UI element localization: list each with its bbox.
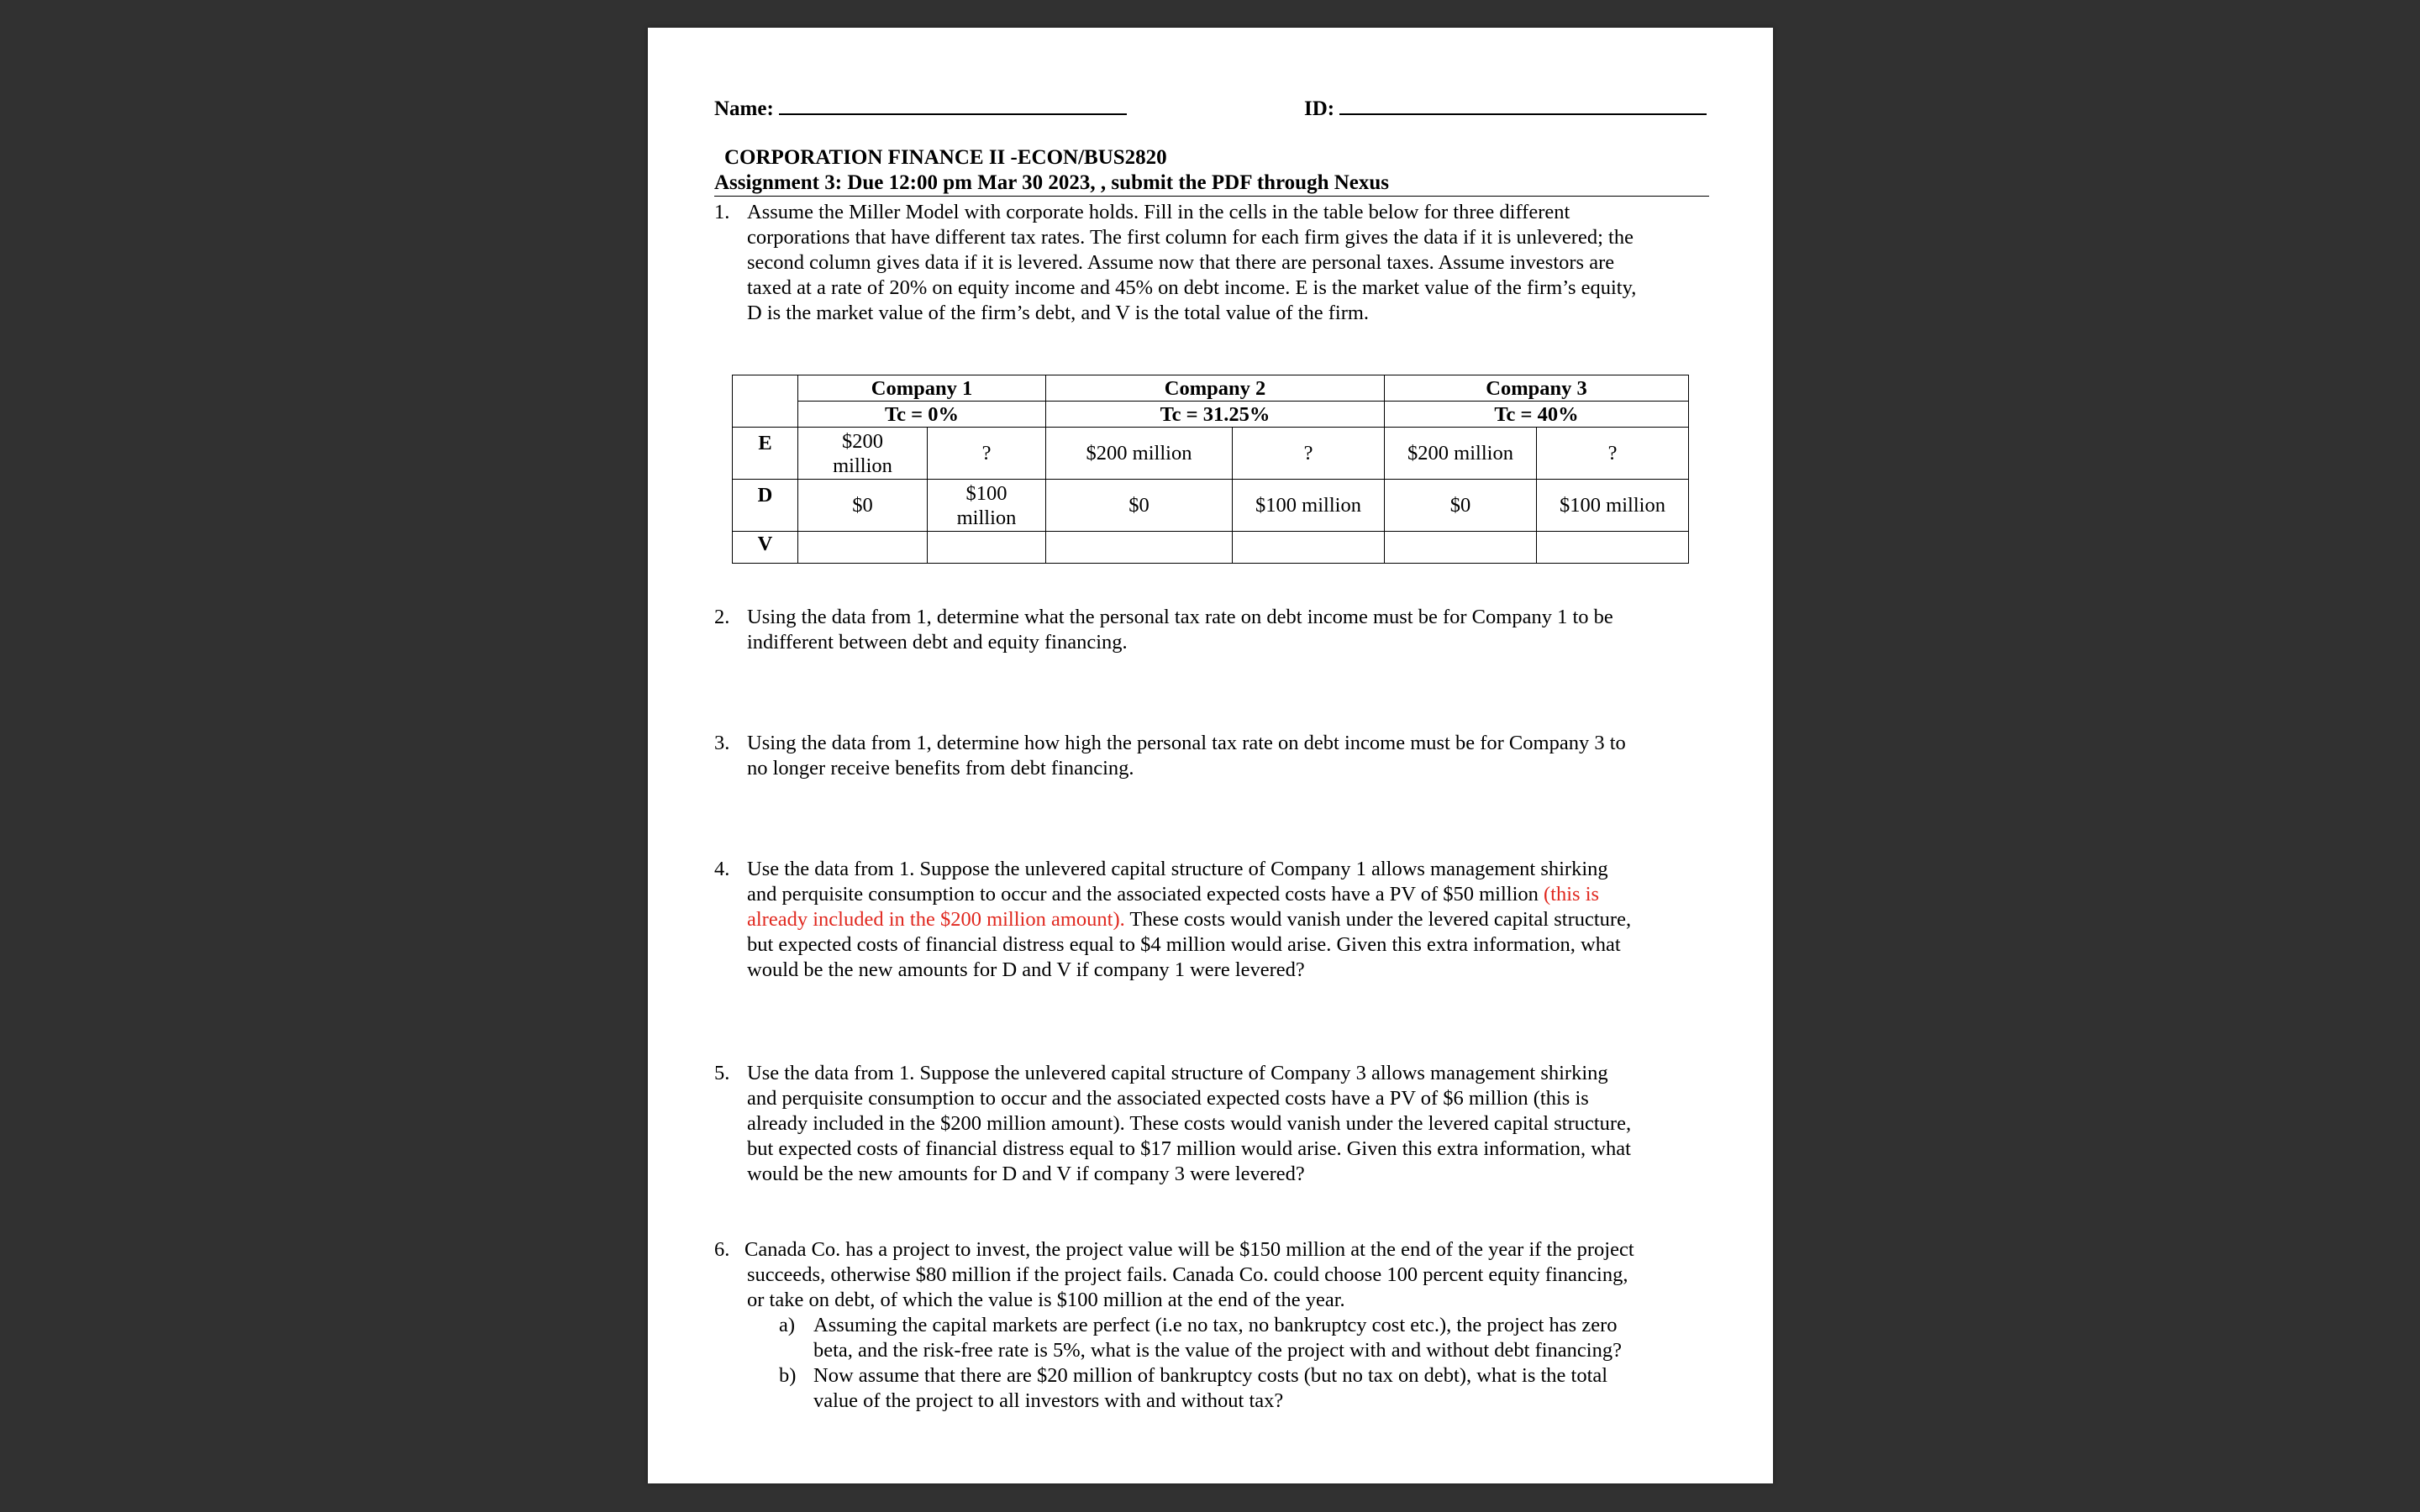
q3-line: no longer receive benefits from debt financing.: [747, 757, 1134, 780]
capital-structure-table: [732, 375, 1689, 564]
q2-line: indifferent between debt and equity financing.: [747, 631, 1128, 654]
cell-e-c1-unlevered: $200 million: [797, 427, 928, 480]
q6b-line: value of the project to all investors with and without tax?: [813, 1389, 1284, 1412]
q2-text: [747, 605, 1613, 655]
q1-text: [747, 200, 1636, 326]
cell-v-c2-unlevered: [1045, 531, 1233, 564]
q4-highlight: already included in the $200 million amount).: [747, 908, 1125, 931]
company-2-tax: Tc = 31.25%: [1045, 401, 1385, 428]
q3-line: Using the data from 1, determine how high the personal tax rate on debt income must be for Company 3 to: [747, 732, 1626, 754]
q4-line: but expected costs of financial distress equal to $4 million would arise. Given this extra information, what: [747, 933, 1621, 956]
document-page: [648, 28, 1773, 1483]
company-3-name: Company 3: [1384, 375, 1689, 402]
q3-number: 3.: [714, 732, 730, 754]
table-corner-cell: [732, 375, 798, 428]
cell-d-c3-levered: $100 million: [1536, 479, 1689, 532]
id-label: ID:: [1304, 97, 1335, 120]
cell-d-c1-unlevered: $0: [797, 479, 928, 532]
name-underline: [779, 93, 1127, 115]
q5-line: would be the new amounts for D and V if company 3 were levered?: [747, 1163, 1305, 1185]
row-label-d: D: [732, 479, 798, 532]
q6-line: succeeds, otherwise $80 million if the project fails. Canada Co. could choose 100 percent equity financing,: [747, 1263, 1628, 1286]
cell-d-c1-levered: $100 million: [927, 479, 1046, 532]
q4-line-text: These costs would vanish under the levered capital structure,: [1124, 908, 1632, 931]
company-3-tax: Tc = 40%: [1384, 401, 1689, 428]
cell-e-c1-levered: ?: [927, 427, 1046, 480]
q4-text: [747, 857, 1631, 983]
q6b-line: Now assume that there are $20 million of bankruptcy costs (but no tax on debt), what is the total: [813, 1364, 1608, 1387]
cell-e-c2-levered: ?: [1232, 427, 1385, 480]
q6b-label: b): [779, 1364, 797, 1387]
q1-line: taxed at a rate of 20% on equity income and 45% on debt income. E is the market value of the firm’s equity,: [747, 276, 1637, 299]
cell-v-c1-unlevered: [797, 531, 928, 564]
name-label: Name:: [714, 97, 774, 120]
q6b-text: [813, 1363, 1607, 1414]
q3-text: [747, 731, 1626, 781]
q4-highlight: (this is: [1544, 883, 1600, 906]
cell-v-c1-levered: [927, 531, 1046, 564]
q6-line: or take on debt, of which the value is $100 million at the end of the year.: [747, 1289, 1345, 1311]
q5-text: [747, 1061, 1631, 1187]
q5-line: but expected costs of financial distress equal to $17 million would arise. Given this extra information, what: [747, 1137, 1631, 1160]
row-label-e: E: [732, 427, 798, 480]
q6-text: [744, 1237, 1634, 1313]
name-field: [714, 93, 1127, 121]
q5-number: 5.: [714, 1062, 730, 1084]
course-title: CORPORATION FINANCE II -ECON/BUS2820: [724, 146, 1167, 169]
cell-v-c3-unlevered: [1384, 531, 1537, 564]
q6a-label: a): [779, 1314, 796, 1336]
company-1-name: Company 1: [797, 375, 1046, 402]
header-rule: [714, 196, 1709, 197]
q4-line: [747, 882, 1631, 907]
company-1-tax: Tc = 0%: [797, 401, 1046, 428]
company-2-name: Company 2: [1045, 375, 1385, 402]
cell-d-c2-levered: $100 million: [1232, 479, 1385, 532]
q1-line: Assume the Miller Model with corporate holds. Fill in the cells in the table below for three different: [747, 201, 1570, 223]
id-field: [1304, 93, 1707, 121]
id-underline: [1339, 93, 1707, 115]
q4-line: Use the data from 1. Suppose the unlevered capital structure of Company 1 allows management shirking: [747, 858, 1608, 880]
q2-number: 2.: [714, 606, 730, 628]
q1-number: 1.: [714, 201, 730, 223]
q6-number: 6.: [714, 1238, 730, 1261]
q4-line-text: and perquisite consumption to occur and the associated expected costs have a PV of $50 million: [747, 883, 1544, 906]
cell-d-c3-unlevered: $0: [1384, 479, 1537, 532]
q4-line: would be the new amounts for D and V if company 1 were levered?: [747, 958, 1305, 981]
q6a-line: Assuming the capital markets are perfect (i.e no tax, no bankruptcy cost etc.), the project has zero: [813, 1314, 1618, 1336]
cell-d-c2-unlevered: $0: [1045, 479, 1233, 532]
q5-line: Use the data from 1. Suppose the unlevered capital structure of Company 3 allows management shirking: [747, 1062, 1608, 1084]
q5-line: and perquisite consumption to occur and the associated expected costs have a PV of $6 million (this is: [747, 1087, 1589, 1110]
cell-v-c2-levered: [1232, 531, 1385, 564]
assignment-line: Assignment 3: Due 12:00 pm Mar 30 2023, , submit the PDF through Nexus: [714, 171, 1390, 194]
q4-number: 4.: [714, 858, 730, 880]
q4-line: [747, 907, 1631, 932]
q2-line: Using the data from 1, determine what the personal tax rate on debt income must be for Company 1 to be: [747, 606, 1613, 628]
cell-v-c3-levered: [1536, 531, 1689, 564]
cell-e-c2-unlevered: $200 million: [1045, 427, 1233, 480]
cell-e-c3-levered: ?: [1536, 427, 1689, 480]
q6a-text: [813, 1313, 1622, 1363]
q6a-line: beta, and the risk-free rate is 5%, what is the value of the project with and without debt financing?: [813, 1339, 1622, 1362]
row-label-v: V: [732, 531, 798, 564]
q1-line: corporations that have different tax rates. The first column for each firm gives the data if it is unlevered; the: [747, 226, 1634, 249]
cell-e-c3-unlevered: $200 million: [1384, 427, 1537, 480]
q1-line: D is the market value of the firm’s debt, and V is the total value of the firm.: [747, 302, 1370, 324]
q1-line: second column gives data if it is levered. Assume now that there are personal taxes. Assume investors are: [747, 251, 1615, 274]
q5-line: already included in the $200 million amount). These costs would vanish under the levered capital structure,: [747, 1112, 1632, 1135]
q6-line: Canada Co. has a project to invest, the project value will be $150 million at the end of the year if the project: [744, 1238, 1634, 1261]
